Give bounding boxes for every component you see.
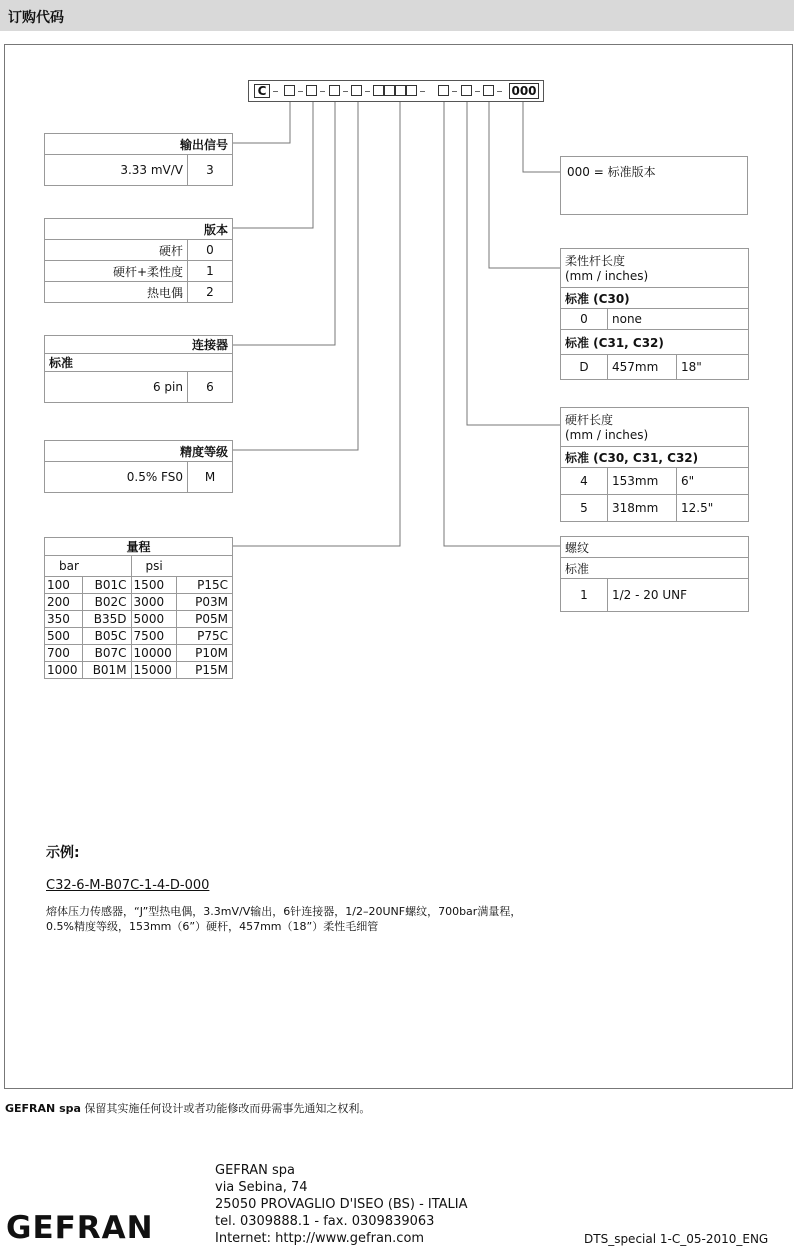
leader-version (233, 98, 313, 228)
range-bar: 350 (45, 611, 83, 628)
output-signal-code: 3 (188, 155, 233, 186)
rigid-length-std: 标准 (C30, C31, C32) (561, 447, 749, 468)
gefran-logo: GEFRAN (6, 1210, 154, 1246)
code-slot-range-4 (406, 85, 417, 96)
example-line-1: 熔体压力传感器，“J”型热电偶，3.3mV/V输出，6针连接器，1/2–20UNF螺纹，700bar满量程， (46, 905, 522, 918)
connector-subtitle: 标准 (45, 354, 233, 372)
range-psi-code: P15C (176, 577, 232, 594)
rigid-length-mm: 318mm (608, 495, 677, 522)
code-slot-output (284, 85, 295, 96)
flex-length-title: 柔性杆长度 (565, 254, 626, 268)
address-line: 25050 PROVAGLIO D'ISEO (BS) - ITALIA (215, 1197, 468, 1212)
leader-rigid-length (467, 98, 560, 425)
rigid-length-title: 硬杆长度 (565, 413, 614, 427)
code-dash (475, 91, 480, 92)
code-slot-connector (329, 85, 340, 96)
range-row (45, 628, 233, 645)
output-signal-table (44, 133, 233, 186)
range-table (44, 537, 233, 679)
connector-title: 连接器 (45, 336, 233, 354)
accuracy-table (44, 440, 233, 493)
thread-code: 1 (561, 579, 608, 612)
output-signal-title: 输出信号 (45, 134, 233, 155)
flex-length-code: 0 (561, 309, 608, 330)
range-row (45, 594, 233, 611)
range-bar: 500 (45, 628, 83, 645)
code-slot-rigid (461, 85, 472, 96)
rigid-length-code: 5 (561, 495, 608, 522)
range-row (45, 577, 233, 594)
code-slot-range-3 (395, 85, 406, 96)
page-title: 订购代码 (8, 10, 64, 26)
version-code: 2 (188, 282, 233, 303)
example-description (46, 904, 646, 934)
rigid-length-units: (mm / inches) (565, 428, 649, 442)
version-table (44, 218, 233, 303)
code-dash (497, 91, 502, 92)
leader-thread (444, 98, 560, 546)
version-label: 热电偶 (45, 282, 188, 303)
range-col-bar: bar (45, 556, 132, 577)
version-code: 0 (188, 240, 233, 261)
connector-label: 6 pin (45, 372, 188, 403)
thread-title: 螺纹 (561, 537, 749, 558)
code-slot-range-1 (373, 85, 384, 96)
version-code: 1 (188, 261, 233, 282)
order-code-bar (248, 80, 544, 102)
range-psi: 7500 (131, 628, 176, 645)
range-title: 量程 (45, 538, 233, 556)
leader-connector (233, 98, 335, 345)
flex-length-table (560, 248, 749, 380)
rigid-length-inch: 12.5" (677, 495, 749, 522)
code-dash (343, 91, 348, 92)
range-row (45, 611, 233, 628)
connector-code: 6 (188, 372, 233, 403)
accuracy-title: 精度等级 (45, 441, 233, 462)
range-row (45, 645, 233, 662)
range-row (45, 662, 233, 679)
range-bar: 200 (45, 594, 83, 611)
range-bar-code: B07C (82, 645, 131, 662)
rights-notice (5, 1100, 370, 1116)
code-dash (273, 91, 278, 92)
flex-length-std2: 标准 (C31, C32) (561, 330, 749, 355)
flex-length-value: none (608, 309, 749, 330)
range-psi: 5000 (131, 611, 176, 628)
code-slot-range-2 (384, 85, 395, 96)
thread-table (560, 536, 749, 612)
version-label: 硬杆+柔性度 (45, 261, 188, 282)
standard-version-box (560, 156, 748, 215)
range-bar: 700 (45, 645, 83, 662)
leader-flex-length (489, 98, 560, 268)
code-prefix: C (254, 84, 270, 98)
output-signal-label: 3.33 mV/V (45, 155, 188, 186)
range-bar: 1000 (45, 662, 83, 679)
leader-output-signal (233, 98, 290, 143)
rigid-length-table (560, 407, 749, 522)
flex-length-mm: 457mm (608, 355, 677, 380)
address-line: tel. 0309888.1 - fax. 0309839063 (215, 1214, 435, 1229)
flex-length-header (561, 249, 749, 288)
thread-std: 标准 (561, 558, 749, 579)
range-bar-code: B01C (82, 577, 131, 594)
standard-version-text: 000 = 标准版本 (567, 165, 656, 179)
range-psi-code: P05M (176, 611, 232, 628)
code-dash (452, 91, 457, 92)
version-label: 硬杆 (45, 240, 188, 261)
code-suffix: 000 (509, 83, 539, 99)
code-slot-flex (483, 85, 494, 96)
code-dash (320, 91, 325, 92)
rigid-length-code: 4 (561, 468, 608, 495)
range-bar-code: B01M (82, 662, 131, 679)
range-psi: 15000 (131, 662, 176, 679)
code-dash (420, 91, 425, 92)
example-title: 示例: (46, 845, 80, 861)
accuracy-label: 0.5% FS0 (45, 462, 188, 493)
accuracy-code: M (188, 462, 233, 493)
code-slot-version (306, 85, 317, 96)
notice-brand: GEFRAN spa (5, 1102, 81, 1115)
notice-text: 保留其实施任何设计或者功能修改而毋需事先通知之权利。 (80, 1102, 371, 1115)
thread-value: 1/2 - 20 UNF (608, 579, 749, 612)
rigid-length-header (561, 408, 749, 447)
company-address (215, 1162, 468, 1247)
address-line: GEFRAN spa (215, 1163, 296, 1178)
document-id: DTS_special 1-C_05-2010_ENG (584, 1232, 769, 1246)
rigid-length-inch: 6" (677, 468, 749, 495)
range-psi: 10000 (131, 645, 176, 662)
connector-table (44, 335, 233, 403)
range-psi-code: P03M (176, 594, 232, 611)
code-slot-accuracy (351, 85, 362, 96)
flex-length-inch: 18" (677, 355, 749, 380)
address-line: via Sebina, 74 (215, 1180, 308, 1195)
address-line: Internet: http://www.gefran.com (215, 1231, 425, 1246)
leader-range (233, 98, 400, 546)
leader-accuracy (233, 98, 358, 450)
example-line-2: 0.5%精度等级，153mm（6”）硬杆，457mm（18”）柔性毛细管 (46, 920, 379, 933)
code-slot-thread (438, 85, 449, 96)
flex-length-std1: 标准 (C30) (561, 288, 749, 309)
range-bar-code: B02C (82, 594, 131, 611)
rigid-length-mm: 153mm (608, 468, 677, 495)
code-dash (365, 91, 370, 92)
range-bar: 100 (45, 577, 83, 594)
leader-std-version (523, 98, 560, 172)
range-psi-code: P15M (176, 662, 232, 679)
range-psi: 1500 (131, 577, 176, 594)
flex-length-code: D (561, 355, 608, 380)
example-code: C32-6-M-B07C-1-4-D-000 (46, 878, 210, 893)
range-psi: 3000 (131, 594, 176, 611)
version-title: 版本 (45, 219, 233, 240)
range-psi-code: P10M (176, 645, 232, 662)
range-col-psi: psi (131, 556, 232, 577)
range-bar-code: B35D (82, 611, 131, 628)
range-bar-code: B05C (82, 628, 131, 645)
range-psi-code: P75C (176, 628, 232, 645)
flex-length-units: (mm / inches) (565, 269, 649, 283)
code-dash (298, 91, 303, 92)
